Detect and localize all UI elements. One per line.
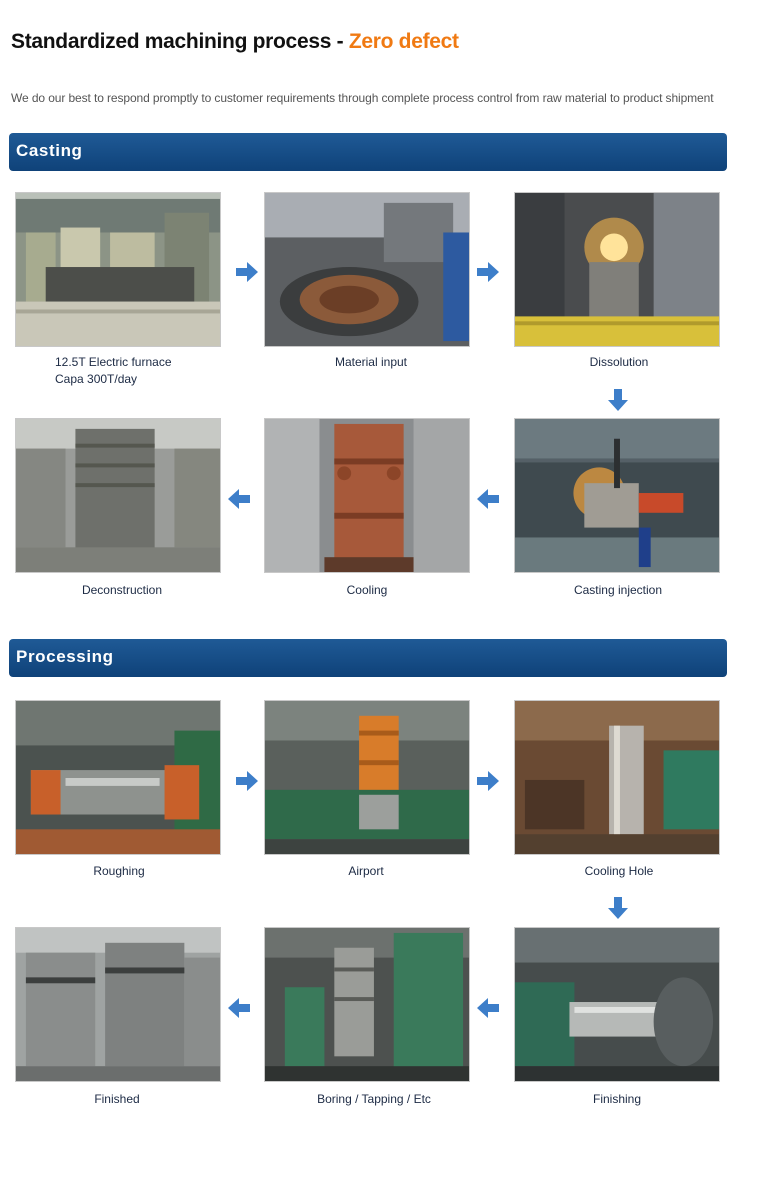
- photo-finishing: [514, 927, 720, 1082]
- caption-roughing: Roughing: [93, 864, 145, 878]
- photo-deconstruction: [15, 418, 221, 573]
- photo-cooling: [264, 418, 470, 573]
- processing-heading: Processing: [16, 647, 114, 666]
- caption-electric-furnace: 12.5T Electric furnace Capa 300T/day: [55, 355, 172, 386]
- caption-deconstruction: Deconstruction: [81, 583, 163, 597]
- processing-section-header: [9, 639, 727, 677]
- photo-dissolution: [514, 192, 720, 347]
- photo-electric-furnace: [15, 192, 221, 347]
- arrow-right-icon: [234, 259, 260, 285]
- caption-finishing: Finishing: [592, 1092, 642, 1106]
- caption-casting-injection: Casting injection: [573, 583, 663, 597]
- photo-finished: [15, 927, 221, 1082]
- intro-text: We do our best to respond promptly to customer requirements through complete process control from raw material to product shipment: [11, 91, 714, 105]
- photo-cooling-hole: [514, 700, 720, 855]
- arrow-down-icon: [605, 387, 631, 413]
- photo-boring-tapping: [264, 927, 470, 1082]
- casting-heading: Casting: [16, 141, 83, 160]
- caption-finished: Finished: [94, 1092, 140, 1106]
- caption-dissolution: Dissolution: [589, 355, 649, 369]
- caption-cooling-hole: Cooling Hole: [584, 864, 654, 878]
- arrow-left-icon: [475, 486, 501, 512]
- caption-material-input: Material input: [334, 355, 408, 369]
- title-text: Standardized machining process -: [11, 30, 349, 53]
- arrow-left-icon: [226, 486, 252, 512]
- arrow-down-icon: [605, 895, 631, 921]
- photo-material-input: [264, 192, 470, 347]
- photo-roughing: [15, 700, 221, 855]
- arrow-right-icon: [475, 768, 501, 794]
- casting-section-header: [9, 133, 727, 171]
- arrow-right-icon: [475, 259, 501, 285]
- photo-airport: [264, 700, 470, 855]
- arrow-left-icon: [475, 995, 501, 1021]
- photo-casting-injection: [514, 418, 720, 573]
- arrow-right-icon: [234, 768, 260, 794]
- title-accent: Zero defect: [348, 30, 459, 53]
- caption-airport: Airport: [348, 864, 384, 878]
- caption-boring-tapping: Boring / Tapping / Etc: [317, 1092, 431, 1106]
- caption-cooling: Cooling: [346, 583, 388, 597]
- page-title: [11, 30, 459, 54]
- arrow-left-icon: [226, 995, 252, 1021]
